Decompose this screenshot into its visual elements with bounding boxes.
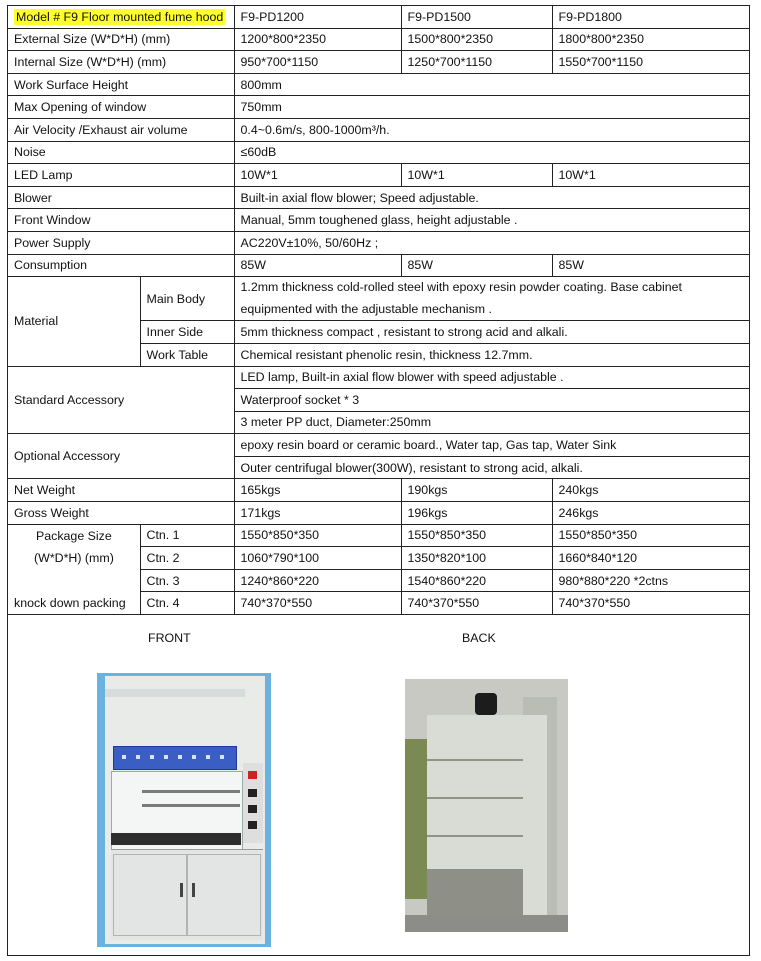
panel-seam	[427, 759, 523, 761]
cell: 190kgs	[401, 479, 552, 502]
row-label: Air Velocity /Exhaust air volume	[8, 118, 234, 141]
model-title: Model # F9 Floor mounted fume hood	[16, 9, 224, 24]
cell: ≤60dB	[234, 141, 749, 164]
cell: Outer centrifugal blower(300W), resistant to strong acid, alkali.	[234, 456, 749, 479]
power-supply-row	[8, 231, 749, 254]
material-main-body-row	[8, 277, 749, 321]
row-label: Gross Weight	[8, 502, 234, 525]
cell: 1550*700*1150	[552, 51, 749, 74]
cell: 1250*700*1150	[401, 51, 552, 74]
cell: 85W	[401, 254, 552, 277]
base-cabinet	[111, 849, 263, 940]
cell: 750mm	[234, 96, 749, 119]
cell: 1550*850*350	[401, 524, 552, 547]
package-label-2: (W*D*H) (mm)	[8, 547, 140, 570]
lower-back-panel	[427, 869, 523, 921]
cell: 10W*1	[401, 164, 552, 187]
cell: 5mm thickness compact , resistant to strong acid and alkali.	[234, 321, 749, 344]
cell: 1350*820*100	[401, 547, 552, 570]
package-label-1: Package Size	[8, 524, 140, 547]
cell: epoxy resin board or ceramic board., Water tap, Gas tap, Water Sink	[234, 434, 749, 457]
carton-label: Ctn. 3	[140, 569, 234, 592]
control-bar	[113, 746, 237, 770]
cell: 1060*790*100	[234, 547, 401, 570]
row-label: Front Window	[8, 209, 234, 232]
row-label: Material	[8, 277, 140, 366]
cell: 740*370*550	[552, 592, 749, 615]
floor	[405, 915, 568, 932]
cell: 800mm	[234, 73, 749, 96]
gross-weight-row	[8, 502, 749, 525]
cell: Manual, 5mm toughened glass, height adjustable .	[234, 209, 749, 232]
cell: 165kgs	[234, 479, 401, 502]
cell: 0.4~0.6m/s, 800-1000m³/h.	[234, 118, 749, 141]
row-label: Internal Size (W*D*H) (mm)	[8, 51, 234, 74]
package-label-blank	[8, 569, 140, 592]
package-label-3: knock down packing	[8, 592, 140, 615]
max-opening-row	[8, 96, 749, 119]
socket-panel	[243, 763, 263, 843]
header-row	[8, 6, 749, 28]
package-row	[8, 569, 749, 592]
cell: 1540*860*220	[401, 569, 552, 592]
package-row	[8, 547, 749, 570]
model-2: F9-PD1500	[401, 6, 552, 28]
cell: 10W*1	[552, 164, 749, 187]
cell: Chemical resistant phenolic resin, thickness 12.7mm.	[234, 343, 749, 366]
row-label: Work Surface Height	[8, 73, 234, 96]
cell: 1240*860*220	[234, 569, 401, 592]
carton-label: Ctn. 4	[140, 592, 234, 615]
work-surface-row	[8, 73, 749, 96]
carton-label: Ctn. 2	[140, 547, 234, 570]
cell: 240kgs	[552, 479, 749, 502]
blower-row	[8, 186, 749, 209]
led-lamp-row	[8, 164, 749, 187]
cell: 85W	[552, 254, 749, 277]
row-label: Blower	[8, 186, 234, 209]
work-surface	[111, 833, 241, 845]
row-label: Max Opening of window	[8, 96, 234, 119]
row-label: Optional Accessory	[8, 434, 234, 479]
back-caption: BACK	[462, 631, 496, 645]
row-label: Net Weight	[8, 479, 234, 502]
panel-seam	[427, 835, 523, 837]
internal-size-row	[8, 51, 749, 74]
noise-row	[8, 141, 749, 164]
cell: Waterproof socket * 3	[234, 389, 749, 412]
carton-label: Ctn. 1	[140, 524, 234, 547]
external-size-row	[8, 28, 749, 51]
package-row	[8, 524, 749, 547]
cell: 171kgs	[234, 502, 401, 525]
front-window-row	[8, 209, 749, 232]
blower-motor	[475, 693, 497, 715]
cell: 246kgs	[552, 502, 749, 525]
cell: AC220V±10%, 50/60Hz ;	[234, 231, 749, 254]
cell: 1.2mm thickness cold-rolled steel with epoxy resin powder coating. Base cabinet equipmented with the adjustable mechanism .	[234, 277, 749, 321]
cell: 1550*850*350	[234, 524, 401, 547]
back-photo	[405, 679, 568, 932]
spec-table	[8, 6, 749, 615]
row-label: External Size (W*D*H) (mm)	[8, 28, 234, 51]
panel-seam	[427, 797, 523, 799]
consumption-row	[8, 254, 749, 277]
front-caption: FRONT	[148, 631, 191, 645]
cell: 196kgs	[401, 502, 552, 525]
cell: 980*880*220 *2ctns	[552, 569, 749, 592]
cell: Built-in axial flow blower; Speed adjustable.	[234, 186, 749, 209]
cell: 1500*800*2350	[401, 28, 552, 51]
cell: 950*700*1150	[234, 51, 401, 74]
cell: 1660*840*120	[552, 547, 749, 570]
top-band	[105, 689, 245, 697]
model-3: F9-PD1800	[552, 6, 749, 28]
standard-accessory-row	[8, 366, 749, 389]
cell: 1550*850*350	[552, 524, 749, 547]
optional-accessory-row	[8, 434, 749, 457]
air-velocity-row	[8, 118, 749, 141]
row-label: Consumption	[8, 254, 234, 277]
cell: 1200*800*2350	[234, 28, 401, 51]
sub-label: Main Body	[140, 277, 234, 321]
row-label: Standard Accessory	[8, 366, 234, 434]
cell: 1800*800*2350	[552, 28, 749, 51]
model-1: F9-PD1200	[234, 6, 401, 28]
cell: 740*370*550	[401, 592, 552, 615]
row-label: Noise	[8, 141, 234, 164]
cell: 740*370*550	[234, 592, 401, 615]
cell: LED lamp, Built-in axial flow blower with speed adjustable .	[234, 366, 749, 389]
cell: 10W*1	[234, 164, 401, 187]
net-weight-row	[8, 479, 749, 502]
sub-label: Inner Side	[140, 321, 234, 344]
cell: 85W	[234, 254, 401, 277]
row-label: LED Lamp	[8, 164, 234, 187]
cell: 3 meter PP duct, Diameter:250mm	[234, 411, 749, 434]
sub-label: Work Table	[140, 343, 234, 366]
package-row	[8, 592, 749, 615]
row-label: Power Supply	[8, 231, 234, 254]
front-photo	[97, 673, 271, 947]
